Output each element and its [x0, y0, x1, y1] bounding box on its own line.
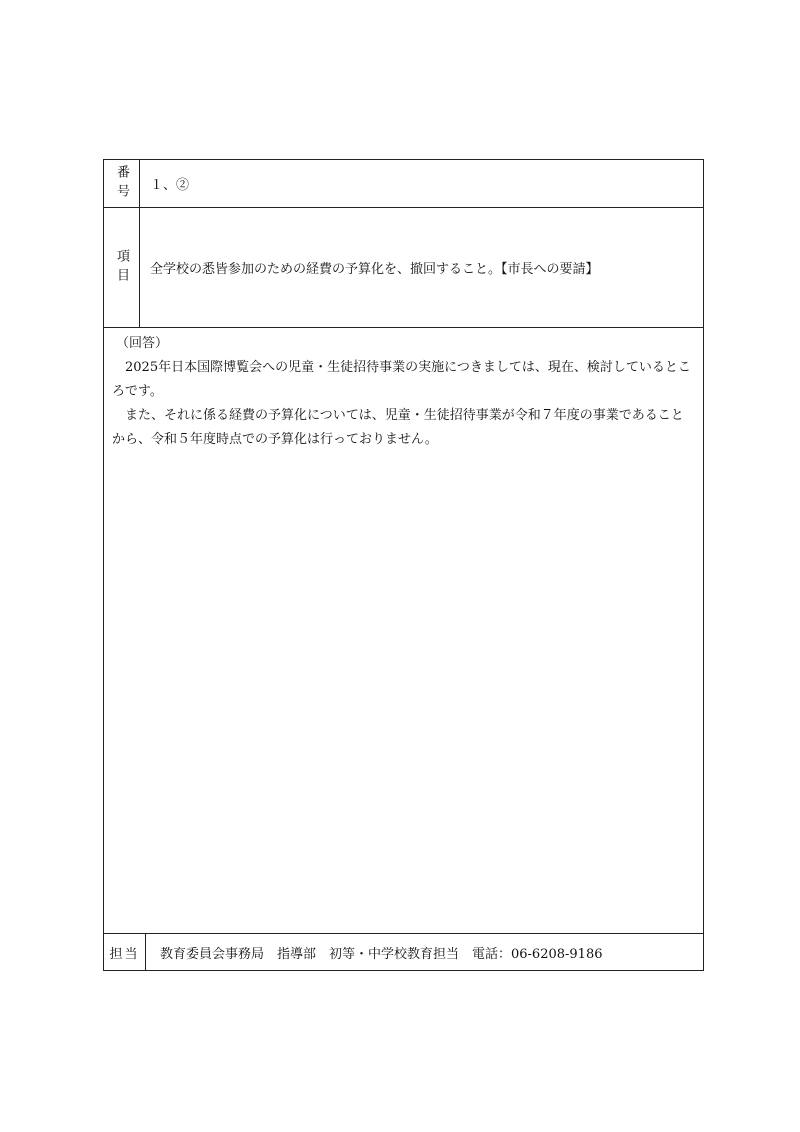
number-row	[104, 160, 703, 208]
answer-heading: （回答）	[116, 336, 169, 351]
number-value-cell	[140, 160, 703, 207]
response-form-table	[103, 159, 704, 971]
number-label-cell	[104, 160, 140, 207]
answer-paragraph: また、それに係る経費の予算化については、児童・生徒招待事業が令和７年度の事業であることから、令和５年度時点での予算化は行っておりません。	[112, 408, 684, 447]
contact-row	[104, 934, 703, 970]
item-label-cell	[104, 208, 140, 327]
number-label: 番号	[114, 164, 129, 203]
item-label: 項目	[114, 248, 129, 287]
number-value: １、②	[150, 178, 190, 193]
item-row	[104, 208, 703, 328]
answer-body	[104, 328, 703, 452]
answer-paragraph: 2025年日本国際博覧会への児童・生徒招待事業の実施につきましては、現在、検討しているところです。	[112, 360, 691, 399]
item-value: 全学校の悉皆参加のための経費の予算化を、撤回すること。【市長への要請】	[150, 262, 599, 277]
answer-row	[104, 328, 703, 934]
contact-label: 担当	[104, 934, 146, 970]
contact-value: 教育委員会事務局 指導部 初等・中学校教育担当 電話：06-6208-9186	[160, 946, 603, 962]
item-value-cell	[140, 208, 703, 327]
